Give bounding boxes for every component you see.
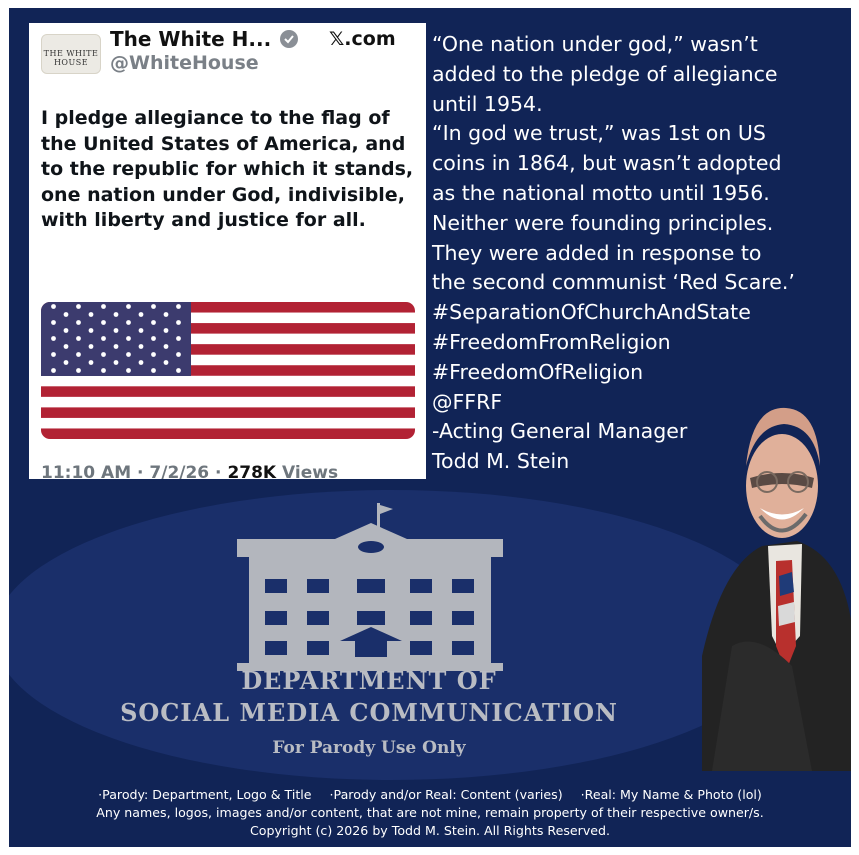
commentary-line: until 1954. xyxy=(432,91,543,116)
logo-title-line2: SOCIAL MEDIA COMMUNICATION xyxy=(120,698,618,727)
logo-title-line1: DEPARTMENT OF xyxy=(241,666,497,695)
x-site-label: 𝕏.com xyxy=(329,28,396,50)
tweet-views-count: 278K xyxy=(227,463,277,479)
signature-title: -Acting General Manager xyxy=(432,419,688,444)
commentary-line: They were added in response to xyxy=(432,240,762,265)
logo-disclaimer: For Parody Use Only xyxy=(272,738,466,758)
us-flag-image xyxy=(41,302,415,439)
tweet-author-name[interactable]: The White H... xyxy=(110,27,272,51)
tweet-card[interactable] xyxy=(29,23,426,479)
hashtag-freedom-of-religion[interactable]: #FreedomOfReligion xyxy=(432,359,644,384)
footer-parody-item: ·Parody: Department, Logo & Title xyxy=(98,787,312,802)
commentary-line: added to the pledge of allegiance xyxy=(432,61,778,86)
mention-ffrf[interactable]: @FFRF xyxy=(432,389,503,414)
footer-parody-real-item: ·Parody and/or Real: Content (varies) xyxy=(329,787,563,802)
hashtag-separation[interactable]: #SeparationOfChurchAndState xyxy=(432,300,751,325)
footer-real-item: ·Real: My Name & Photo (lol) xyxy=(580,787,762,802)
tweet-author-handle[interactable]: @WhiteHouse xyxy=(110,52,259,74)
tweet-meta xyxy=(41,463,338,479)
todd-stein-photo xyxy=(702,396,851,771)
white-house-avatar[interactable] xyxy=(41,34,101,74)
commentary-line: “In god we trust,” was 1st on US xyxy=(432,121,766,146)
hashtag-freedom-from-religion[interactable]: #FreedomFromReligion xyxy=(432,329,671,354)
white-house-building-icon xyxy=(237,503,503,671)
verified-badge-icon xyxy=(280,30,298,48)
poster-frame xyxy=(9,8,851,847)
footer-ownership-note: Any names, logos, images and/or content, that are not mine, remain property of their respective owner/s. xyxy=(96,805,764,820)
commentary-line: the second communist ‘Red Scare.’ xyxy=(432,270,795,295)
commentary-line: Neither were founding principles. xyxy=(432,210,774,235)
avatar-logo-text: THE WHITE HOUSE xyxy=(43,49,99,67)
commentary-line: as the national motto until 1956. xyxy=(432,180,770,205)
tweet-views-label: Views xyxy=(276,463,339,479)
commentary-line: coins in 1864, but wasn’t adopted xyxy=(432,151,782,176)
tweet-text: I pledge allegiance to the flag of the United States of America, and to the republic for which it stands, one nation under God, indivisible, with liberty and justice for all. xyxy=(41,107,414,232)
footer-disclaimer xyxy=(9,786,851,840)
commentary-line: “One nation under god,” wasn’t xyxy=(432,32,758,56)
signature-name: Todd M. Stein xyxy=(432,449,570,474)
footer-copyright: Copyright (c) 2026 by Todd M. Stein. All Rights Reserved. xyxy=(249,823,611,838)
tweet-timestamp[interactable]: 11:10 AM · 7/2/26 · xyxy=(41,463,228,479)
